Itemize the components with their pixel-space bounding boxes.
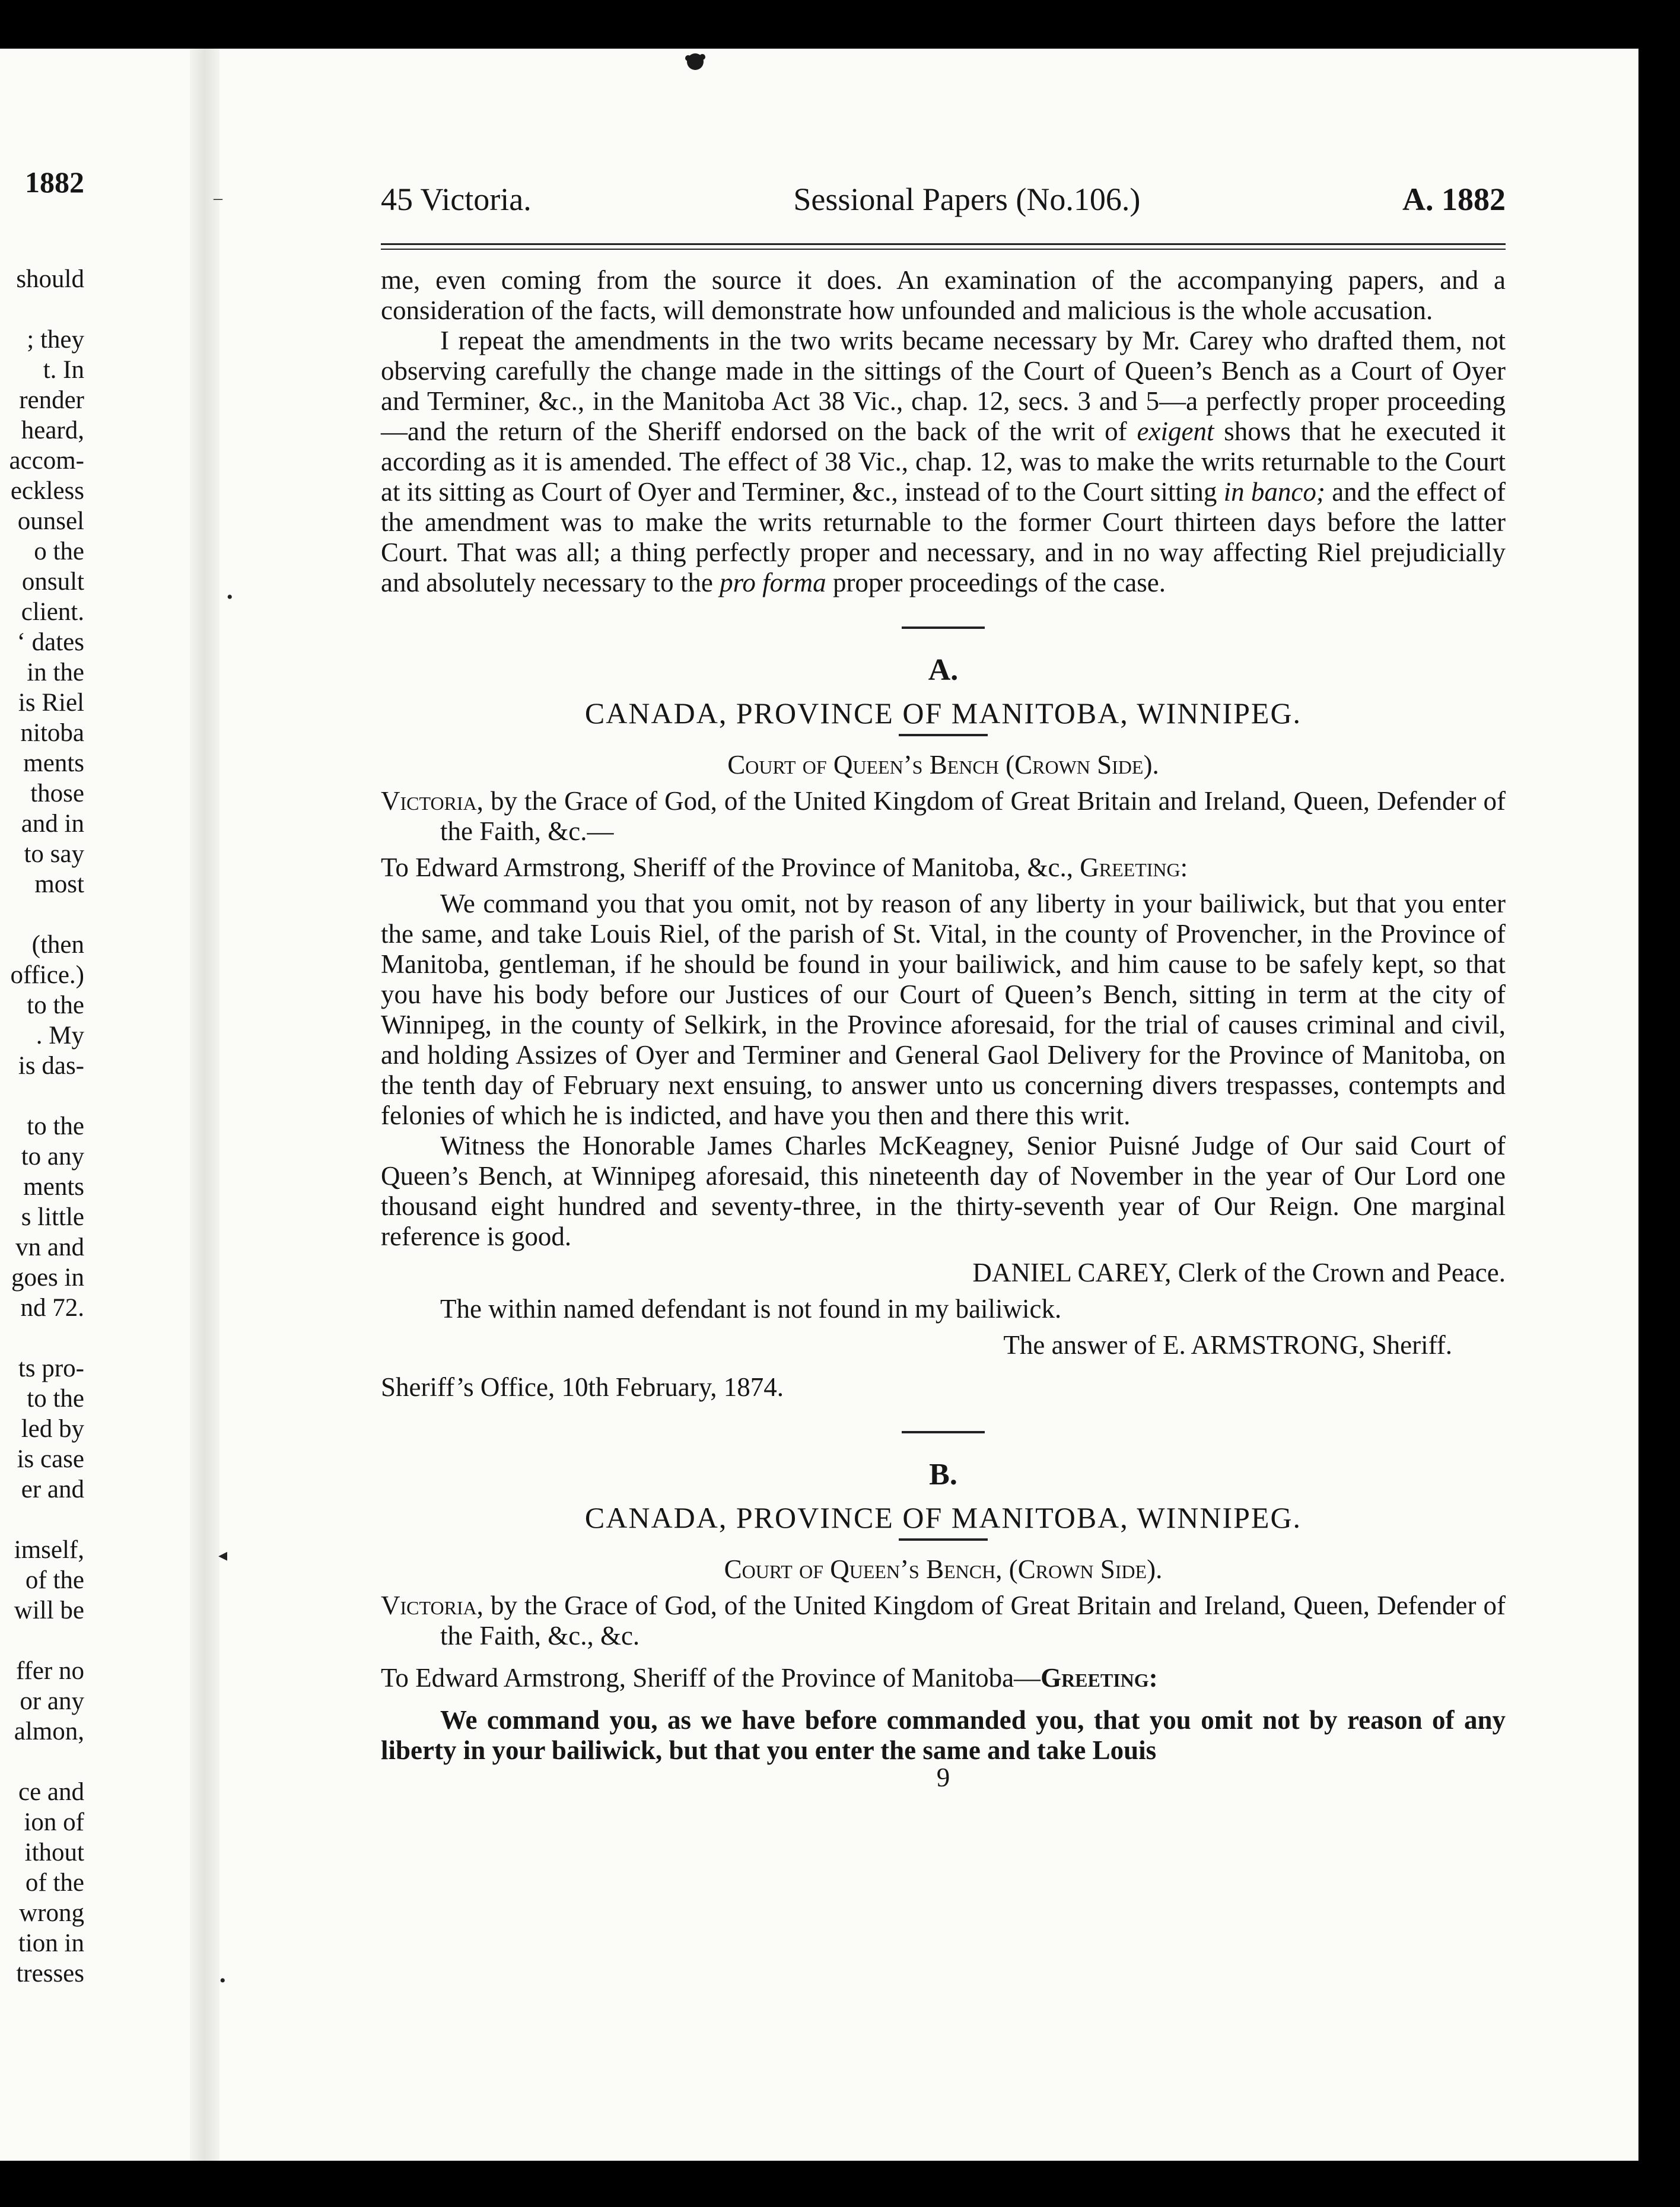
header-rule: [381, 243, 1506, 245]
left-column-fragment: those: [30, 780, 84, 807]
left-column-fragment: to say: [24, 840, 84, 868]
writ-b-victoria: Victoria, by the Grace of God, of the United Kingdom of Great Britain and Ireland, Queen, Defender of the Faith, &c., &c.: [381, 1591, 1506, 1651]
left-column-fragment: should: [16, 265, 84, 293]
left-column-fragment: er and: [21, 1475, 84, 1503]
left-column-fragment: (then: [31, 931, 84, 959]
page-gutter: [190, 49, 219, 2161]
left-column-fragment: eckless: [10, 477, 84, 505]
intro-paragraph-1: me, even coming from the source it does. An examination of the accompanying papers, and a consideration of the facts, will demonstrate how unfounded and malicious is the whole accusation.: [381, 265, 1506, 325]
left-column-fragment: to the: [27, 991, 84, 1019]
left-column-fragment: almon,: [14, 1718, 84, 1745]
left-column-fragment: t. In: [43, 356, 84, 384]
left-column-fragment: in the: [27, 659, 84, 686]
ink-blot-icon: [682, 49, 708, 75]
left-column-fragment: goes in: [11, 1264, 84, 1292]
left-column-fragment: ments: [23, 1173, 84, 1201]
left-column-fragment: client.: [21, 598, 84, 626]
intro-paragraph-2: I repeat the amendments in the two writs became necessary by Mr. Carey who drafted them, not observing carefully the change made in the sittings of the Court of Queen’s Bench as a Court of Oyer and Terminer, &c., in the Manitoba Act 38 Vic., chap. 12, secs. 3 and 5—a perfectly proper proceeding—and the return of the Sheriff endorsed on the back of the writ of exigent shows that he executed it according as it is amended. The effect of 38 Vic., chap. 12, was to make the writs returnable to the Court at its sitting as Court of Oyer and Terminer, &c., instead of to the Court sitting in banco; and the effect of the amendment was to make the writs returnable to the former Court thirteen days before the latter Court. That was all; a thing perfectly proper and necessary, and in no way affecting Riel prejudicially and absolutely necessary to the pro forma proper proceedings of the case.: [381, 326, 1506, 597]
header-session: 45 Victoria.: [381, 182, 532, 217]
left-column-fragment: ce and: [18, 1778, 84, 1806]
writ-a-witness: Witness the Honorable James Charles McKeagney, Senior Puisné Judge of Our said Court of Queen’s Bench, at Winnipeg aforesaid, this nineteenth day of November in the year of Our Lord one thousand eight hundred and seventy-three, in the thirty-seventh year of Our Reign. One marginal reference is good.: [381, 1131, 1506, 1251]
left-column-fragment: imself,: [14, 1536, 84, 1564]
left-column-fragment: of the: [25, 1869, 84, 1897]
margin-dot-icon: •: [219, 1971, 226, 1990]
left-column-fragment: ffer no: [15, 1657, 84, 1685]
left-column-fragment: most: [34, 870, 84, 898]
writ-a-office-date: Sheriff’s Office, 10th February, 1874.: [381, 1372, 784, 1402]
left-column-fragment: is case: [17, 1445, 84, 1473]
left-column-fragment: [0, 294, 84, 325]
left-column-fragment: is das-: [18, 1052, 84, 1080]
previous-page-column: [0, 164, 84, 1989]
writ-a-letter: A.: [928, 653, 959, 687]
left-column-fragment: onsult: [21, 568, 84, 596]
place-underline: [899, 734, 988, 736]
left-column-fragment: [0, 1626, 84, 1656]
writ-a-answer: The answer of E. ARMSTRONG, Sheriff.: [1003, 1330, 1452, 1360]
header-code: A. 1882: [1402, 182, 1506, 217]
left-column-fragment: to any: [21, 1143, 84, 1171]
header-title: Sessional Papers (No.106.): [793, 182, 1141, 217]
left-column-fragment: [0, 1747, 84, 1777]
left-column-fragment: . My: [36, 1022, 84, 1050]
left-column-fragment: will be: [14, 1597, 84, 1624]
main-column: [381, 166, 1506, 1816]
writ-a-place: CANADA, PROVINCE OF MANITOBA, WINNIPEG.: [584, 697, 1302, 730]
left-column-fragment: accom-: [9, 447, 84, 475]
margin-mark-icon: –: [214, 188, 222, 208]
left-column-fragment: ts pro-: [18, 1354, 84, 1382]
left-column-fragment: and in: [21, 810, 84, 838]
writ-a-clerk-signature: DANIEL CAREY, Clerk of the Crown and Peace.: [972, 1258, 1506, 1287]
left-column-fragment: nitoba: [20, 719, 84, 747]
left-column-fragment: or any: [20, 1687, 84, 1715]
left-column-fragment: heard,: [21, 416, 84, 444]
left-column-fragment: nd 72.: [20, 1294, 84, 1322]
left-column-fragment: is Riel: [18, 689, 84, 717]
writ-b-letter: B.: [929, 1458, 957, 1492]
writ-a-victoria: Victoria, by the Grace of God, of the United Kingdom of Great Britain and Ireland, Queen, Defender of the Faith, &c.—: [381, 786, 1506, 846]
scanned-page: [0, 49, 1638, 2161]
section-separator: [902, 627, 985, 629]
left-column-fragment: office.): [10, 961, 84, 989]
margin-dot-icon: •: [227, 587, 233, 607]
left-column-fragment: render: [19, 386, 84, 414]
writ-a-command: We command you that you omit, not by reason of any liberty in your bailiwick, but that you enter the same, and take Louis Riel, of the parish of St. Vital, in the county of Provencher, in the Province of Manitoba, gentleman, if he should be found in your bailiwick, and him cause to be safely kept, so that you have his body before our Justices of our Court of Queen’s Bench, sitting in term at the city of Winnipeg, in the county of Selkirk, in the Province aforesaid, for the trial of causes criminal and civil, and holding Assizes of Oyer and Terminer and General Gaol Delivery for the Province of Manitoba, on the tenth day of February next ensuing, to answer unto us concerning divers trespasses, contempts and felonies of which he is indicted, and have you then and there this writ.: [381, 889, 1506, 1130]
header-rule-thin: [381, 249, 1506, 250]
left-column-fragment: to the: [27, 1112, 84, 1140]
left-column-fragment: led by: [21, 1415, 84, 1443]
writ-a-not-found: The within named defendant is not found in my bailiwick.: [440, 1294, 1062, 1324]
writ-a-court: Court of Queen’s Bench (Crown Side).: [727, 750, 1159, 780]
left-column-fragment: wrong: [19, 1899, 84, 1927]
page-number: 9: [936, 1763, 950, 1792]
left-column-fragment: [0, 1323, 84, 1353]
writ-b-court: Court of Queen’s Bench, (Crown Side).: [724, 1554, 1163, 1584]
writ-a-to-line: To Edward Armstrong, Sheriff of the Province of Manitoba, &c., Greeting:: [381, 853, 1188, 882]
left-column-fragment: [0, 899, 84, 930]
left-column-fragment: tresses: [16, 1960, 84, 1987]
left-column-fragment: to the: [27, 1385, 84, 1413]
left-column-fragment: ; they: [27, 326, 84, 354]
running-header: [381, 166, 1506, 233]
writ-b-to-line: To Edward Armstrong, Sheriff of the Province of Manitoba—Greeting:: [381, 1663, 1158, 1693]
left-column-fragment: vn and: [15, 1233, 84, 1261]
writ-b-command: We command you, as we have before commanded you, that you omit not by reason of any liberty in your bailiwick, but that you enter the same and take Louis: [381, 1705, 1506, 1765]
left-column-fragment: of the: [25, 1566, 84, 1594]
place-underline: [899, 1538, 988, 1541]
left-column-fragment: [0, 1081, 84, 1111]
left-column-fragment: [0, 1505, 84, 1535]
left-column-fragment: ments: [23, 749, 84, 777]
left-column-fragment: ‘ dates: [17, 628, 84, 656]
left-page-year: 1882: [25, 166, 84, 199]
left-column-fragment: ounsel: [17, 507, 84, 535]
left-column-fragment: ithout: [24, 1839, 84, 1866]
left-column-fragment: ion of: [24, 1808, 84, 1836]
left-column-fragment: o the: [34, 538, 84, 565]
left-column-fragment: s little: [21, 1203, 84, 1231]
left-column-fragment: tion in: [18, 1929, 84, 1957]
writ-b-place: CANADA, PROVINCE OF MANITOBA, WINNIPEG.: [584, 1501, 1302, 1534]
section-separator: [902, 1431, 985, 1433]
margin-arrow-icon: ◂: [218, 1545, 228, 1565]
